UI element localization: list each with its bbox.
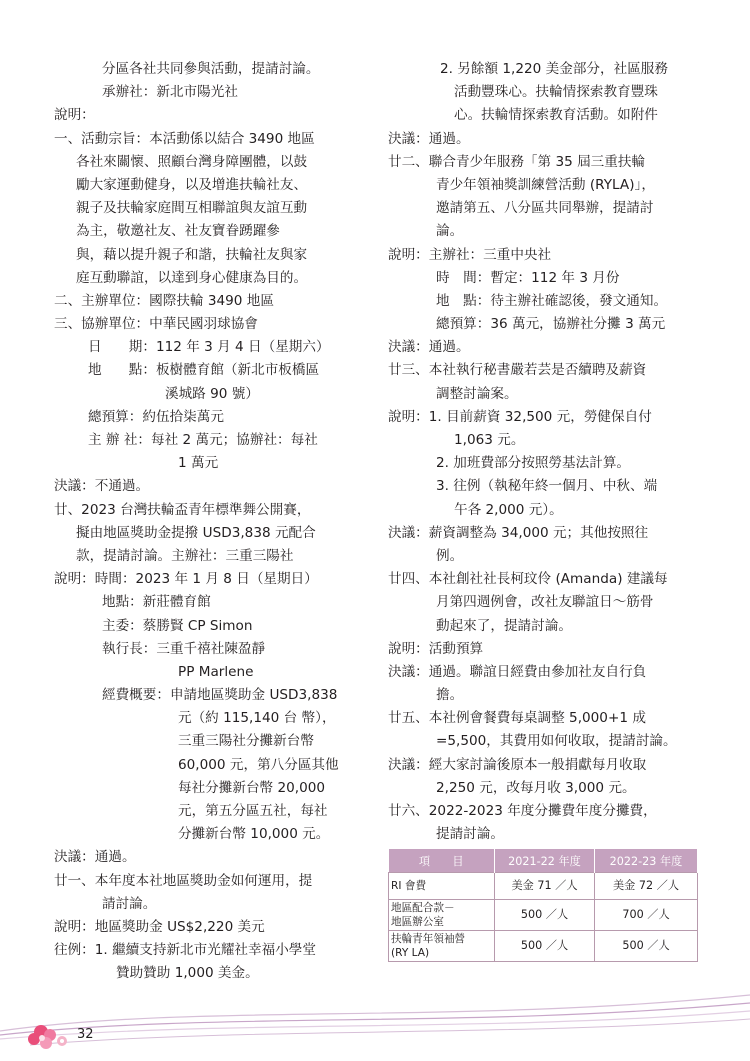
text-line-content: 與，藉以提升親子和諧，扶輪社友與家	[76, 246, 308, 263]
text-line-content: 地 點：待主辦社確認後，發文通知。	[436, 292, 668, 309]
text-line	[54, 313, 369, 336]
text-line-content: 論。	[436, 223, 464, 240]
text-line-content: 動起來了，提請討論。	[436, 617, 572, 634]
text-line	[388, 58, 700, 81]
text-line	[54, 151, 369, 174]
text-line	[388, 290, 700, 313]
fee-item-cell: 扶輪青年領袖營 (RY LA)	[389, 931, 495, 962]
text-line-content: 擔。	[436, 687, 464, 704]
wave-line	[0, 1003, 750, 1035]
text-line-content: 說明：1. 目前薪資 32,500 元，勞健保自付	[388, 408, 652, 425]
text-line-content: 活動豐珠心。扶輪情探索教育豐珠	[454, 84, 658, 101]
fee-table-header-row	[389, 849, 698, 873]
text-line-content: 廿二、聯合青少年服務「第 35 屆三重扶輪	[388, 153, 646, 170]
text-line	[54, 661, 369, 684]
text-line	[54, 615, 369, 638]
text-line-content: 說明：時間：2023 年 1 月 8 日（星期日）	[54, 571, 318, 588]
text-line	[388, 777, 700, 800]
text-line-content: 2,250 元，改每月收 3,000 元。	[436, 779, 636, 796]
fee-table-header-cell: 2021-22 年度	[495, 849, 595, 873]
fee-table-header	[389, 849, 698, 873]
text-line	[54, 870, 369, 893]
table-row	[389, 900, 698, 931]
text-line	[54, 244, 369, 267]
text-line	[54, 916, 369, 939]
text-line	[54, 522, 369, 545]
fee-table-body	[389, 873, 698, 962]
text-line	[54, 267, 369, 290]
text-line-content: 地點：新莊體育館	[102, 594, 211, 611]
text-line	[388, 638, 700, 661]
text-line	[388, 823, 700, 846]
text-line-content: 地 點：板樹體育館（新北市板橋區	[88, 362, 320, 379]
text-line-content: 款，提請討論。主辦社：三重三陽社	[76, 547, 294, 564]
text-line-content: 廿五、本社例會餐費每桌調整 5,000+1 成	[388, 710, 646, 727]
text-line	[388, 754, 700, 777]
text-line-content: 說明：地區獎助金 US$2,220 美元	[54, 918, 265, 935]
text-line-content: PP Marlene	[178, 663, 254, 680]
text-line	[54, 777, 369, 800]
text-line-content: 總預算：36 萬元，協辦社分攤 3 萬元	[436, 316, 666, 333]
fee-item-cell: 地區配合款－ 地區辦公室	[389, 900, 495, 931]
text-line-content: 廿、2023 台灣扶輪盃青年標準舞公開賽，	[54, 501, 311, 518]
text-line	[54, 174, 369, 197]
text-line	[54, 568, 369, 591]
table-row	[389, 873, 698, 900]
wave-line	[30, 1019, 750, 1045]
text-line	[54, 962, 369, 985]
text-line-content: 各社來關懷、照顧台灣身障團體，以鼓	[76, 153, 308, 170]
text-line-content: 60,000 元，第八分區其他	[178, 756, 339, 773]
text-line	[388, 800, 700, 823]
text-line	[54, 128, 369, 151]
text-line	[388, 406, 700, 429]
text-line	[388, 545, 700, 568]
text-line-content: 說明：	[54, 107, 95, 124]
text-line	[388, 359, 700, 382]
text-line	[388, 104, 700, 127]
text-line-content: 分攤新台幣 10,000 元。	[178, 826, 330, 843]
text-line	[388, 499, 700, 522]
text-line	[54, 58, 369, 81]
text-line	[54, 754, 369, 777]
text-line-content: 勵大家運動健身，以及增進扶輪社友、	[76, 176, 308, 193]
text-line-content: 元，第五分區五社，每社	[178, 803, 328, 819]
fee-amount-cell: 700 ／人	[595, 900, 698, 931]
fee-amount-cell: 美金 72 ／人	[595, 873, 698, 900]
text-line	[388, 452, 700, 475]
text-line	[54, 475, 369, 498]
fee-amount-cell: 美金 71 ／人	[495, 873, 595, 900]
text-line	[388, 522, 700, 545]
text-line-content: 主 辦 社：每社 2 萬元；協辦社：每社	[88, 432, 318, 448]
text-line-content: 決議：不通過。	[54, 478, 150, 495]
fee-amount-cell: 500 ／人	[595, 931, 698, 962]
text-line-content: 2. 另餘額 1,220 美金部分，社區服務	[440, 61, 668, 77]
text-line-content: =5,500，其費用如何收取，提請討論。	[436, 733, 677, 750]
text-line-content: 決議：通過。聯誼日經費由參加社友自行負	[388, 663, 647, 680]
text-line-content: 廿三、本社執行秘書嚴若芸是否續聘及薪資	[388, 362, 647, 379]
text-line-content: 每社分攤新台幣 20,000	[178, 779, 326, 796]
text-line-content: 例。	[436, 547, 464, 564]
text-line	[54, 197, 369, 220]
text-line	[388, 220, 700, 243]
text-line	[388, 244, 700, 267]
text-line	[388, 174, 700, 197]
table-row	[389, 931, 698, 962]
text-line-content: 溪城路 90 號）	[165, 385, 259, 402]
text-line-content: 元（約 115,140 台 幣），	[178, 710, 336, 727]
text-line-content: 1,063 元。	[454, 432, 525, 448]
text-line-content: 青少年領袖獎訓練營活動 (RYLA)」，	[436, 176, 655, 193]
fee-table	[388, 849, 698, 962]
text-line-content: 三、協辦單位：中華民國羽球協會	[54, 316, 258, 333]
text-line	[54, 545, 369, 568]
text-line-content: 決議：通過。	[54, 849, 136, 866]
text-line	[54, 336, 369, 359]
text-line-content: 決議：薪資調整為 34,000 元；其他按照往	[388, 524, 649, 541]
text-line-content: 月第四週例會，改社友聯誼日～筋骨	[436, 594, 654, 611]
text-line-content: 三重三陽社分攤新台幣	[178, 733, 314, 750]
text-line	[54, 846, 369, 869]
text-line	[54, 429, 369, 452]
text-line-content: 提請討論。	[436, 826, 504, 843]
text-line	[388, 615, 700, 638]
footer-wave-decoration	[0, 985, 750, 1061]
text-line-content: 說明：主辦社：三重中央社	[388, 246, 552, 263]
text-line	[54, 499, 369, 522]
text-line-content: 1 萬元	[178, 455, 219, 472]
text-line	[388, 475, 700, 498]
text-line-content: 主委：蔡勝賢 CP Simon	[102, 617, 253, 634]
text-line	[54, 406, 369, 429]
text-line	[388, 591, 700, 614]
text-line-content: 廿一、本年度本社地區獎助金如何運用，提	[54, 872, 313, 889]
text-line-content: 經費概要：申請地區獎助金 USD3,838	[102, 687, 338, 704]
fee-table-header-cell: 項 目	[389, 849, 495, 873]
text-line-content: 時 間：暫定：112 年 3 月份	[436, 269, 620, 286]
text-line	[54, 452, 369, 475]
text-line	[388, 197, 700, 220]
text-line	[388, 313, 700, 336]
text-line-content: 承辦社：新北市陽光社	[102, 84, 238, 101]
text-line	[388, 707, 700, 730]
text-line-content: 總預算：約伍拾柒萬元	[88, 408, 224, 425]
text-line-content: 廿六、2022-2023 年度分攤費年度分攤費，	[388, 803, 657, 819]
text-line-content: 親子及扶輪家庭間互相聯誼與友誼互動	[76, 200, 308, 217]
text-line	[54, 730, 369, 753]
text-line	[54, 359, 369, 382]
text-line	[54, 638, 369, 661]
text-line	[388, 267, 700, 290]
text-line-content: 一、活動宗旨：本活動係以結合 3490 地區	[54, 130, 315, 147]
text-line	[54, 383, 369, 406]
text-line	[54, 591, 369, 614]
right-column	[388, 58, 700, 846]
text-line-content: 調整討論案。	[436, 385, 518, 402]
text-line	[54, 823, 369, 846]
fee-amount-cell: 500 ／人	[495, 931, 595, 962]
text-line	[388, 151, 700, 174]
text-line-content: 邀請第五、八分區共同舉辦，提請討	[436, 200, 654, 217]
text-line	[54, 800, 369, 823]
flower-icon	[28, 1025, 67, 1049]
text-line	[54, 81, 369, 104]
left-column	[54, 58, 369, 986]
text-line	[388, 336, 700, 359]
text-line-content: 3. 往例（執秘年終一個月、中秋、端	[436, 478, 658, 495]
text-line-content: 為主，敬邀社友、社友寶眷踴躍參	[76, 223, 280, 240]
page-number: 32	[77, 1027, 94, 1042]
text-line-content: 贊助贊助 1,000 美金。	[116, 965, 259, 982]
text-line-content: 決議：通過。	[388, 339, 470, 356]
text-line	[54, 290, 369, 313]
text-line-content: 擬由地區獎助金提撥 USD3,838 元配合	[76, 524, 316, 541]
fee-table-header-cell: 2022-23 年度	[595, 849, 698, 873]
text-line	[388, 128, 700, 151]
text-line	[388, 383, 700, 406]
text-line-content: 決議：經大家討論後原本一般捐獻每月收取	[388, 756, 647, 773]
fee-amount-cell: 500 ／人	[495, 900, 595, 931]
text-line	[388, 429, 700, 452]
text-line	[54, 707, 369, 730]
text-line-content: 2. 加班費部分按照勞基法計算。	[436, 455, 631, 472]
text-line	[388, 684, 700, 707]
text-line	[388, 81, 700, 104]
text-line-content: 執行長：三重千禧社陳盈靜	[102, 640, 266, 657]
text-line	[54, 220, 369, 243]
text-line-content: 日 期：112 年 3 月 4 日（星期六）	[88, 339, 330, 356]
text-line-content: 二、主辦單位：國際扶輪 3490 地區	[54, 292, 274, 309]
text-line	[54, 684, 369, 707]
text-line-content: 午各 2,000 元）。	[454, 501, 563, 518]
text-line	[388, 661, 700, 684]
text-line	[54, 893, 369, 916]
text-line	[388, 568, 700, 591]
text-line-content: 廿四、本社創社社長柯玟伶 (Amanda) 建議每	[388, 571, 668, 588]
text-line-content: 請討論。	[102, 895, 157, 912]
text-line-content: 分區各社共同參與活動，提請討論。	[102, 61, 320, 77]
text-line	[54, 939, 369, 962]
fee-item-cell: RI 會費	[389, 873, 495, 900]
text-line	[54, 104, 369, 127]
text-line-content: 往例：1. 繼續支持新北市光耀社幸福小學堂	[54, 942, 316, 959]
text-line-content: 決議：通過。	[388, 130, 470, 147]
text-line-content: 說明：活動預算	[388, 640, 484, 657]
text-line	[388, 730, 700, 753]
text-line-content: 庭互動聯誼，以達到身心健康為目的。	[76, 269, 308, 286]
text-line-content: 心。扶輪情探索教育活動。如附件	[454, 107, 658, 124]
